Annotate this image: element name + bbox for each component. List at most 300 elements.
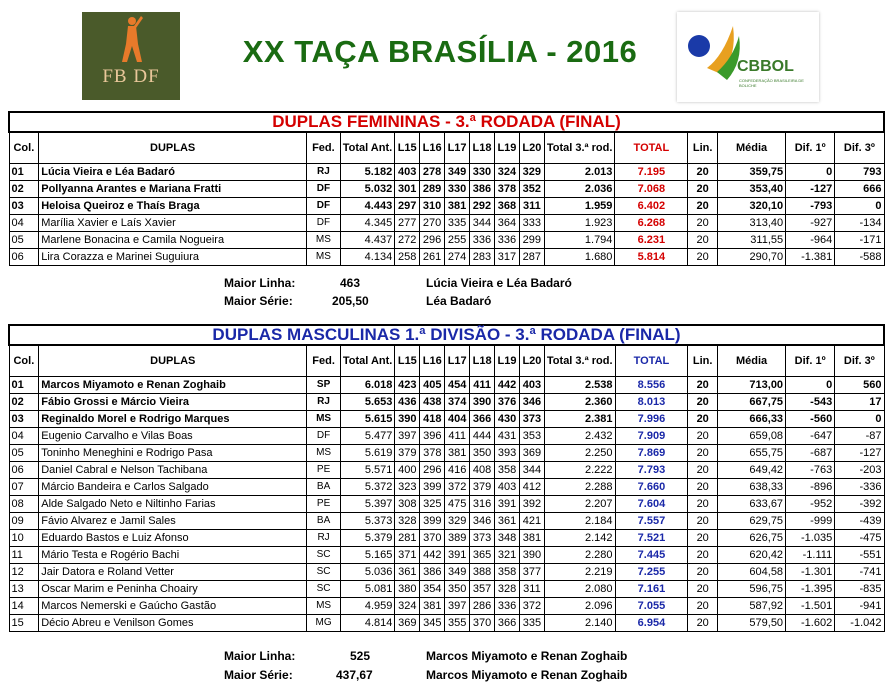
male-maior-linha-value: 525 <box>350 649 371 663</box>
male-cell-total-ant: 5.619 <box>340 445 395 462</box>
male-cell-l16: 296 <box>420 462 445 479</box>
male-cell-l18: 346 <box>470 513 495 530</box>
male-cell-total-3rod: 2.140 <box>544 615 615 632</box>
male-header-media: Média <box>718 345 786 377</box>
female-cell-total-ant: 4.443 <box>340 198 395 215</box>
male-cell-media: 596,75 <box>718 581 786 598</box>
male-cell-l16: 399 <box>420 479 445 496</box>
female-cell-dif-3: -171 <box>835 232 884 249</box>
female-cell-media: 311,55 <box>718 232 786 249</box>
female-cell-fed: RJ <box>307 164 341 181</box>
male-maior-linha-name: Marcos Miyamoto e Renan Zoghaib <box>426 649 628 663</box>
female-cell-total: 6.402 <box>615 198 688 215</box>
male-cell-l19: 358 <box>495 564 520 581</box>
male-cell-lin: 20 <box>688 428 718 445</box>
female-cell-dif-1: -127 <box>786 181 835 198</box>
male-cell-dif-3: -439 <box>835 513 884 530</box>
male-cell-l19: 336 <box>495 598 520 615</box>
male-cell-media: 638,33 <box>718 479 786 496</box>
male-cell-l16: 386 <box>420 564 445 581</box>
female-cell-l17: 349 <box>445 164 470 181</box>
female-cell-l18: 283 <box>470 249 495 266</box>
female-cell-l18: 292 <box>470 198 495 215</box>
fbdf-logo <box>82 12 180 100</box>
female-cell-duplas: Heloisa Queiroz e Thaís Braga <box>39 198 307 215</box>
bowler-icon <box>118 16 144 66</box>
female-cell-total: 7.195 <box>615 164 688 181</box>
female-cell-l19: 336 <box>494 232 519 249</box>
male-cell-total-3rod: 2.222 <box>544 462 615 479</box>
male-cell-l20: 372 <box>519 598 544 615</box>
female-cell-duplas: Lira Corazza e Marinei Suguiura <box>39 249 307 266</box>
female-table-row <box>9 198 884 215</box>
fbdf-logo-text: FB DF <box>102 66 160 87</box>
male-cell-fed: PE <box>307 462 341 479</box>
male-cell-lin: 20 <box>688 496 718 513</box>
male-results-table <box>8 324 885 632</box>
male-cell-l17: 372 <box>445 479 470 496</box>
male-cell-total-3rod: 2.207 <box>544 496 615 513</box>
female-cell-l18: 330 <box>470 164 495 181</box>
male-cell-l15: 323 <box>395 479 420 496</box>
male-cell-l18: 366 <box>470 411 495 428</box>
male-cell-lin: 20 <box>688 462 718 479</box>
female-cell-total-3rod: 1.680 <box>544 249 615 266</box>
female-cell-l18: 344 <box>470 215 495 232</box>
male-table-row <box>9 564 884 581</box>
male-header-duplas: DUPLAS <box>39 345 307 377</box>
male-cell-l16: 370 <box>420 530 445 547</box>
male-cell-dif-1: -647 <box>786 428 835 445</box>
female-cell-dif-1: -927 <box>786 215 835 232</box>
female-maior-serie-value: 205,50 <box>332 294 369 308</box>
male-cell-duplas: Eduardo Bastos e Luiz Afonso <box>39 530 307 547</box>
female-cell-l20: 287 <box>519 249 544 266</box>
male-cell-dif-1: 0 <box>786 377 835 394</box>
male-cell-total: 7.445 <box>615 547 688 564</box>
male-cell-total-ant: 5.571 <box>340 462 395 479</box>
male-cell-l19: 391 <box>495 496 520 513</box>
male-cell-l20: 373 <box>519 411 544 428</box>
female-cell-fed: DF <box>307 181 341 198</box>
male-cell-total-ant: 5.373 <box>340 513 395 530</box>
male-cell-l20: 392 <box>519 496 544 513</box>
male-cell-l19: 442 <box>495 377 520 394</box>
female-cell-dif-1: 0 <box>786 164 835 181</box>
male-cell-total-ant: 4.814 <box>340 615 395 632</box>
male-cell-col: 11 <box>9 547 39 564</box>
female-header-total-ant: Total Ant. <box>340 132 395 164</box>
male-cell-l18: 350 <box>470 445 495 462</box>
female-results-table <box>8 111 885 266</box>
male-cell-dif-1: -1.501 <box>786 598 835 615</box>
male-cell-dif-1: -952 <box>786 496 835 513</box>
female-cell-fed: MS <box>307 249 341 266</box>
male-maior-serie-label: Maior Série: <box>224 668 293 682</box>
male-cell-fed: SC <box>307 564 341 581</box>
male-cell-fed: RJ <box>307 530 341 547</box>
male-cell-duplas: Marcos Miyamoto e Renan Zoghaib <box>39 377 307 394</box>
male-table-row <box>9 479 884 496</box>
female-header-dif-3: Dif. 3º <box>835 132 884 164</box>
male-header-row <box>9 345 884 377</box>
female-header-col: Col. <box>9 132 39 164</box>
female-cell-l19: 368 <box>494 198 519 215</box>
male-cell-col: 12 <box>9 564 39 581</box>
male-cell-l20: 344 <box>519 462 544 479</box>
male-header-fed: Fed. <box>307 345 341 377</box>
male-cell-total-ant: 6.018 <box>340 377 395 394</box>
female-cell-l20: 299 <box>519 232 544 249</box>
female-cell-dif-1: -1.381 <box>786 249 835 266</box>
male-cell-col: 13 <box>9 581 39 598</box>
female-cell-l20: 311 <box>519 198 544 215</box>
female-cell-l15: 301 <box>395 181 420 198</box>
male-table-row <box>9 445 884 462</box>
female-cell-col: 02 <box>9 181 39 198</box>
male-header-l16: L16 <box>420 345 445 377</box>
female-cell-duplas: Lúcia Vieira e Léa Badaró <box>39 164 307 181</box>
female-header-fed: Fed. <box>307 132 341 164</box>
male-cell-dif-3: -203 <box>835 462 884 479</box>
male-cell-total: 8.013 <box>615 394 688 411</box>
female-cell-media: 320,10 <box>718 198 786 215</box>
male-cell-l18: 444 <box>470 428 495 445</box>
male-header-total: TOTAL <box>615 345 688 377</box>
female-table-row <box>9 249 884 266</box>
female-cell-l20: 333 <box>519 215 544 232</box>
male-cell-l19: 430 <box>495 411 520 428</box>
male-cell-l17: 349 <box>445 564 470 581</box>
male-header-l19: L19 <box>495 345 520 377</box>
male-cell-dif-1: -1.395 <box>786 581 835 598</box>
female-cell-l16: 261 <box>420 249 445 266</box>
male-cell-fed: BA <box>307 479 341 496</box>
male-cell-total-3rod: 2.080 <box>544 581 615 598</box>
male-cell-l19: 321 <box>495 547 520 564</box>
female-cell-l16: 310 <box>420 198 445 215</box>
male-cell-l17: 454 <box>445 377 470 394</box>
female-cell-dif-3: 793 <box>835 164 884 181</box>
male-cell-l17: 350 <box>445 581 470 598</box>
male-cell-lin: 20 <box>688 377 718 394</box>
female-cell-l16: 270 <box>420 215 445 232</box>
male-cell-total-3rod: 2.288 <box>544 479 615 496</box>
male-cell-fed: SC <box>307 547 341 564</box>
male-table-row <box>9 377 884 394</box>
female-header-l20: L20 <box>519 132 544 164</box>
male-cell-media: 579,50 <box>718 615 786 632</box>
male-cell-duplas: Marcos Nemerski e Gaúcho Gastão <box>39 598 307 615</box>
female-cell-total-3rod: 1.923 <box>544 215 615 232</box>
female-maior-serie-name: Léa Badaró <box>426 294 492 308</box>
male-cell-l15: 361 <box>395 564 420 581</box>
female-cell-l19: 364 <box>494 215 519 232</box>
female-cell-dif-1: -793 <box>786 198 835 215</box>
male-cell-lin: 20 <box>688 394 718 411</box>
male-cell-l17: 381 <box>445 445 470 462</box>
male-cell-l18: 316 <box>470 496 495 513</box>
female-header-media: Média <box>718 132 786 164</box>
male-cell-l16: 418 <box>420 411 445 428</box>
male-cell-total-3rod: 2.250 <box>544 445 615 462</box>
male-cell-duplas: Mário Testa e Rogério Bachi <box>39 547 307 564</box>
male-cell-l16: 345 <box>420 615 445 632</box>
female-cell-total-ant: 5.182 <box>340 164 395 181</box>
male-cell-total-3rod: 2.219 <box>544 564 615 581</box>
male-cell-duplas: Fábio Grossi e Márcio Vieira <box>39 394 307 411</box>
male-cell-l17: 391 <box>445 547 470 564</box>
female-cell-l17: 381 <box>445 198 470 215</box>
male-cell-l20: 353 <box>519 428 544 445</box>
cbbol-logo <box>677 12 819 102</box>
male-cell-media: 659,08 <box>718 428 786 445</box>
female-cell-l20: 329 <box>519 164 544 181</box>
male-cell-l16: 378 <box>420 445 445 462</box>
male-cell-l20: 311 <box>519 581 544 598</box>
female-header-dif-1: Dif. 1º <box>786 132 835 164</box>
female-cell-col: 06 <box>9 249 39 266</box>
female-header-l17: L17 <box>445 132 470 164</box>
male-cell-l19: 361 <box>495 513 520 530</box>
male-cell-l15: 436 <box>395 394 420 411</box>
female-cell-dif-3: -588 <box>835 249 884 266</box>
male-cell-duplas: Alde Salgado Neto e Niltinho Farias <box>39 496 307 513</box>
male-header-col: Col. <box>9 345 39 377</box>
male-cell-total: 7.055 <box>615 598 688 615</box>
male-cell-l15: 423 <box>395 377 420 394</box>
male-cell-l15: 324 <box>395 598 420 615</box>
male-cell-dif-3: -336 <box>835 479 884 496</box>
male-cell-total-ant: 4.959 <box>340 598 395 615</box>
male-cell-l20: 412 <box>519 479 544 496</box>
male-cell-duplas: Eugenio Carvalho e Vilas Boas <box>39 428 307 445</box>
male-cell-total: 7.793 <box>615 462 688 479</box>
male-maior-serie-name: Marcos Miyamoto e Renan Zoghaib <box>426 668 628 682</box>
male-cell-l17: 374 <box>445 394 470 411</box>
male-cell-total-ant: 5.036 <box>340 564 395 581</box>
male-cell-total-ant: 5.379 <box>340 530 395 547</box>
male-cell-l15: 281 <box>395 530 420 547</box>
male-cell-l20: 381 <box>519 530 544 547</box>
male-cell-lin: 20 <box>688 513 718 530</box>
male-cell-total: 8.556 <box>615 377 688 394</box>
male-cell-fed: MS <box>307 598 341 615</box>
female-cell-dif-3: 666 <box>835 181 884 198</box>
male-cell-dif-1: -543 <box>786 394 835 411</box>
male-cell-l19: 403 <box>495 479 520 496</box>
male-cell-l18: 390 <box>470 394 495 411</box>
female-cell-total-ant: 4.437 <box>340 232 395 249</box>
female-cell-total: 7.068 <box>615 181 688 198</box>
male-cell-media: 667,75 <box>718 394 786 411</box>
male-cell-total-ant: 5.615 <box>340 411 395 428</box>
male-cell-l20: 390 <box>519 547 544 564</box>
male-cell-dif-3: -87 <box>835 428 884 445</box>
male-cell-l16: 438 <box>420 394 445 411</box>
male-table-row <box>9 496 884 513</box>
male-cell-col: 03 <box>9 411 39 428</box>
female-cell-total-3rod: 1.794 <box>544 232 615 249</box>
male-cell-fed: MS <box>307 411 341 428</box>
male-cell-total: 7.255 <box>615 564 688 581</box>
cbbol-logo-text: CBBOL <box>737 58 794 75</box>
male-cell-duplas: Décio Abreu e Venilson Gomes <box>39 615 307 632</box>
female-cell-dif-1: -964 <box>786 232 835 249</box>
male-cell-l18: 365 <box>470 547 495 564</box>
male-table-row <box>9 581 884 598</box>
male-maior-serie-value: 437,67 <box>336 668 373 682</box>
male-cell-total-3rod: 2.360 <box>544 394 615 411</box>
male-cell-duplas: Márcio Bandeira e Carlos Salgado <box>39 479 307 496</box>
male-cell-dif-1: -1.602 <box>786 615 835 632</box>
male-cell-l17: 404 <box>445 411 470 428</box>
male-cell-l16: 354 <box>420 581 445 598</box>
male-cell-fed: SP <box>307 377 341 394</box>
male-cell-media: 649,42 <box>718 462 786 479</box>
male-cell-col: 05 <box>9 445 39 462</box>
male-cell-total: 7.604 <box>615 496 688 513</box>
male-cell-media: 626,75 <box>718 530 786 547</box>
female-cell-lin: 20 <box>688 164 718 181</box>
female-cell-col: 04 <box>9 215 39 232</box>
male-cell-l19: 328 <box>495 581 520 598</box>
female-table-row <box>9 232 884 249</box>
male-cell-dif-1: -896 <box>786 479 835 496</box>
male-cell-fed: SC <box>307 581 341 598</box>
female-header-l19: L19 <box>494 132 519 164</box>
female-cell-lin: 20 <box>688 215 718 232</box>
male-cell-dif-3: 560 <box>835 377 884 394</box>
male-cell-total: 7.869 <box>615 445 688 462</box>
male-cell-l16: 325 <box>420 496 445 513</box>
male-cell-fed: BA <box>307 513 341 530</box>
male-table-row <box>9 615 884 632</box>
male-header-l15: L15 <box>395 345 420 377</box>
male-cell-l19: 366 <box>495 615 520 632</box>
female-cell-total-3rod: 2.036 <box>544 181 615 198</box>
female-cell-l15: 297 <box>395 198 420 215</box>
female-cell-media: 290,70 <box>718 249 786 266</box>
male-cell-dif-3: -741 <box>835 564 884 581</box>
female-cell-total-3rod: 2.013 <box>544 164 615 181</box>
male-cell-total: 7.660 <box>615 479 688 496</box>
male-cell-l18: 373 <box>470 530 495 547</box>
male-header-dif-3: Dif. 3º <box>835 345 884 377</box>
male-table-row <box>9 513 884 530</box>
male-cell-lin: 20 <box>688 615 718 632</box>
page-title: XX TAÇA BRASÍLIA - 2016 <box>242 34 638 69</box>
cbbol-logo-subtext: CONFEDERAÇÃO BRASILEIRA DE BOLICHE <box>739 78 804 88</box>
male-cell-l16: 381 <box>420 598 445 615</box>
male-cell-l15: 308 <box>395 496 420 513</box>
female-cell-col: 03 <box>9 198 39 215</box>
male-cell-l16: 405 <box>420 377 445 394</box>
male-cell-media: 666,33 <box>718 411 786 428</box>
female-cell-lin: 20 <box>688 198 718 215</box>
male-cell-l15: 371 <box>395 547 420 564</box>
female-cell-fed: MS <box>307 232 341 249</box>
male-cell-l20: 346 <box>519 394 544 411</box>
male-cell-total-3rod: 2.432 <box>544 428 615 445</box>
male-cell-l17: 416 <box>445 462 470 479</box>
male-cell-total-ant: 5.372 <box>340 479 395 496</box>
male-cell-dif-3: -392 <box>835 496 884 513</box>
male-cell-duplas: Jair Datora e Roland Vetter <box>39 564 307 581</box>
male-cell-l19: 348 <box>495 530 520 547</box>
male-cell-l17: 475 <box>445 496 470 513</box>
male-cell-media: 620,42 <box>718 547 786 564</box>
male-cell-l18: 379 <box>470 479 495 496</box>
male-section-title: DUPLAS MASCULINAS 1.ª DIVISÃO - 3.ª RODADA (FINAL) <box>9 325 884 345</box>
male-cell-fed: MG <box>307 615 341 632</box>
male-cell-duplas: Toninho Meneghini e Rodrigo Pasa <box>39 445 307 462</box>
female-cell-total-ant: 4.134 <box>340 249 395 266</box>
male-cell-dif-1: -687 <box>786 445 835 462</box>
male-cell-l20: 335 <box>519 615 544 632</box>
female-cell-l16: 278 <box>420 164 445 181</box>
male-cell-l15: 397 <box>395 428 420 445</box>
female-cell-l15: 403 <box>395 164 420 181</box>
male-cell-l18: 408 <box>470 462 495 479</box>
male-cell-l16: 442 <box>420 547 445 564</box>
female-cell-l18: 336 <box>470 232 495 249</box>
male-cell-l18: 370 <box>470 615 495 632</box>
female-cell-duplas: Marlene Bonacina e Camila Nogueira <box>39 232 307 249</box>
male-cell-dif-3: 0 <box>835 411 884 428</box>
female-maior-linha-value: 463 <box>340 276 361 290</box>
male-table-row <box>9 428 884 445</box>
female-cell-l19: 378 <box>494 181 519 198</box>
male-cell-total-3rod: 2.142 <box>544 530 615 547</box>
female-cell-l16: 296 <box>420 232 445 249</box>
male-cell-fed: RJ <box>307 394 341 411</box>
male-cell-l18: 357 <box>470 581 495 598</box>
female-section-title: DUPLAS FEMININAS - 3.ª RODADA (FINAL) <box>9 112 884 132</box>
male-cell-l20: 421 <box>519 513 544 530</box>
male-maior-linha-label: Maior Linha: <box>224 649 296 663</box>
male-cell-l20: 377 <box>519 564 544 581</box>
female-cell-media: 353,40 <box>718 181 786 198</box>
male-cell-duplas: Fávio Alvarez e Jamil Sales <box>39 513 307 530</box>
male-cell-col: 06 <box>9 462 39 479</box>
male-header-l20: L20 <box>519 345 544 377</box>
male-cell-col: 08 <box>9 496 39 513</box>
male-cell-dif-3: -475 <box>835 530 884 547</box>
female-cell-l20: 352 <box>519 181 544 198</box>
male-cell-lin: 20 <box>688 411 718 428</box>
female-header-l15: L15 <box>395 132 420 164</box>
male-header-lin: Lin. <box>688 345 718 377</box>
female-cell-l15: 277 <box>395 215 420 232</box>
male-header-dif-1: Dif. 1º <box>786 345 835 377</box>
female-cell-media: 359,75 <box>718 164 786 181</box>
male-cell-fed: MS <box>307 445 341 462</box>
male-cell-col: 07 <box>9 479 39 496</box>
female-cell-l17: 274 <box>445 249 470 266</box>
male-cell-l19: 376 <box>495 394 520 411</box>
male-cell-total-ant: 5.165 <box>340 547 395 564</box>
male-cell-dif-3: -551 <box>835 547 884 564</box>
male-cell-l15: 390 <box>395 411 420 428</box>
male-cell-media: 655,75 <box>718 445 786 462</box>
male-cell-total: 7.521 <box>615 530 688 547</box>
male-cell-l15: 380 <box>395 581 420 598</box>
male-cell-total: 7.557 <box>615 513 688 530</box>
female-cell-l17: 255 <box>445 232 470 249</box>
female-cell-lin: 20 <box>688 249 718 266</box>
male-cell-col: 01 <box>9 377 39 394</box>
